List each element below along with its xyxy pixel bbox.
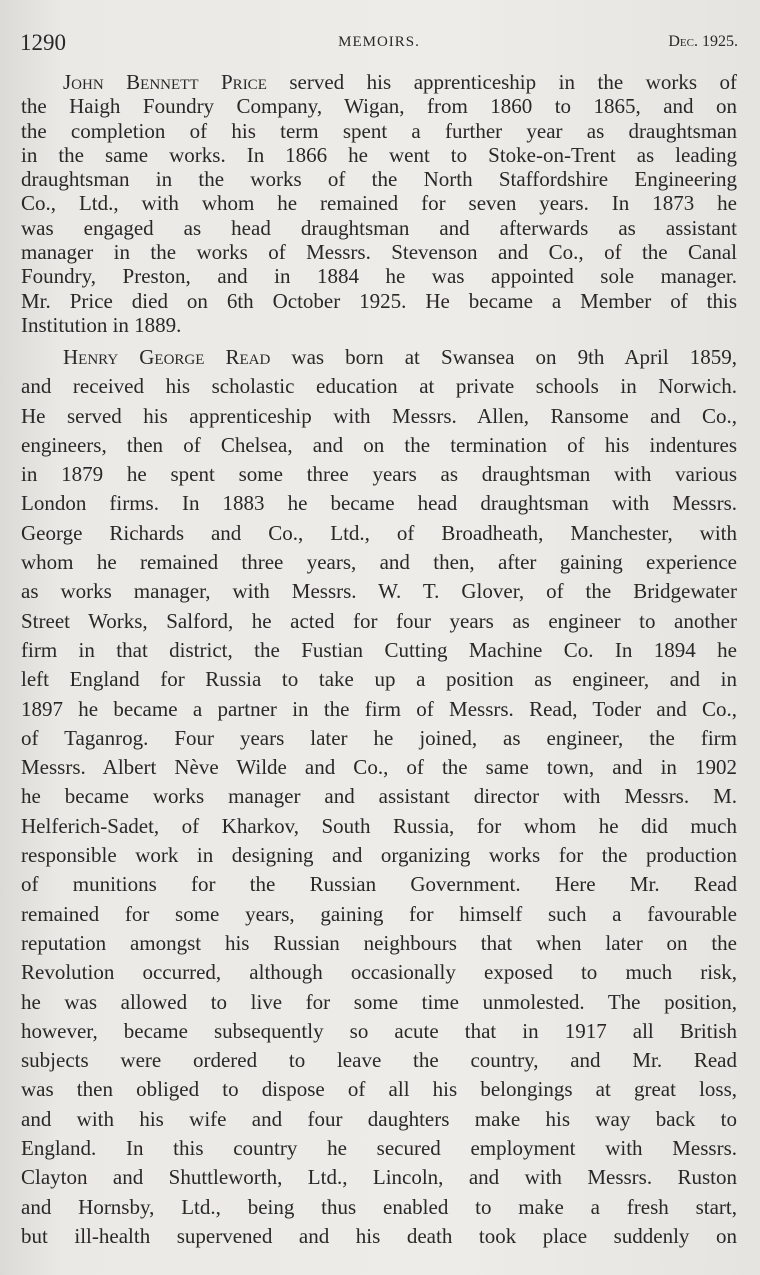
- text-line: London firms. In 1883 he became head draughtsman with Messrs.: [21, 491, 737, 516]
- text-line: Clayton and Shuttleworth, Ltd., Lincoln, and with Messrs. Ruston: [21, 1165, 737, 1190]
- text-line: in 1879 he spent some three years as draughtsman with various: [21, 462, 737, 487]
- memoir-subject-name: Henry George Read: [63, 345, 271, 369]
- text-line: [21, 70, 737, 94]
- text-line: of Taganrog. Four years later he joined, as engineer, the firm: [21, 725, 737, 750]
- text-line: George Richards and Co., Ltd., of Broadheath, Manchester, with: [21, 520, 737, 545]
- text-line: firm in that district, the Fustian Cutting Machine Co. In 1894 he: [21, 637, 737, 662]
- text-line: Mr. Price died on 6th October 1925. He became a Member of this: [21, 288, 737, 313]
- header-title: MEMOIRS.: [338, 34, 420, 50]
- text-line: but ill-health supervened and his death took place suddenly on: [21, 1223, 737, 1248]
- running-header: [20, 30, 738, 60]
- text-line: 1897 he became a partner in the firm of Messrs. Read, Toder and Co.,: [21, 696, 737, 721]
- text-line: subjects were ordered to leave the country, and Mr. Read: [21, 1048, 737, 1073]
- text-line: was then obliged to dispose of all his belongings at great loss,: [21, 1077, 737, 1102]
- text-line: responsible work in designing and organizing works for the production: [21, 843, 737, 868]
- page-number: 1290: [20, 30, 66, 55]
- text-line: and Hornsby, Ltd., being thus enabled to make a fresh start,: [21, 1194, 737, 1219]
- text-line: Helferich-Sadet, of Kharkov, South Russia, for whom he did much: [21, 813, 737, 838]
- text-line: was engaged as head draughtsman and afterwards as assistant: [21, 215, 737, 240]
- text-line: of munitions for the Russian Government. Here Mr. Read: [21, 872, 737, 897]
- text-line: the Haigh Foundry Company, Wigan, from 1860 to 1865, and on: [21, 94, 737, 119]
- text-line: as works manager, with Messrs. W. T. Glover, of the Bridgewater: [21, 579, 737, 604]
- text-line: in the same works. In 1866 he went to Stoke-on-Trent as leading: [21, 142, 737, 167]
- text-line-rest: served his apprenticeship in the works of: [266, 70, 737, 94]
- text-line: he was allowed to live for some time unmolested. The position,: [21, 989, 737, 1014]
- text-line: however, became subsequently so acute that in 1917 all British: [21, 1018, 737, 1043]
- text-line: and with his wife and four daughters make his way back to: [21, 1106, 737, 1131]
- text-line: he became works manager and assistant director with Messrs. M.: [21, 784, 737, 809]
- text-line: Co., Ltd., with whom he remained for seven years. In 1873 he: [21, 191, 737, 216]
- text-line: Revolution occurred, although occasionally exposed to much risk,: [21, 960, 737, 985]
- memoir-paragraph-read: [21, 343, 737, 1251]
- text-line: Institution in 1889.: [21, 312, 182, 337]
- text-line: left England for Russia to take up a position as engineer, and in: [21, 667, 737, 692]
- memoir-paragraph-price: [21, 70, 737, 337]
- text-line: and received his scholastic education at private schools in Norwich.: [21, 374, 737, 399]
- text-line: Street Works, Salford, he acted for four years as engineer to another: [21, 608, 737, 633]
- text-line: Messrs. Albert Nève Wilde and Co., of the same town, and in 1902: [21, 755, 737, 780]
- text-line: [21, 343, 737, 372]
- text-line: He served his apprenticeship with Messrs. Allen, Ransome and Co.,: [21, 403, 737, 428]
- text-line: whom he remained three years, and then, after gaining experience: [21, 550, 737, 575]
- text-line: England. In this country he secured employment with Messrs.: [21, 1136, 737, 1161]
- text-line: remained for some years, gaining for himself such a favourable: [21, 901, 737, 926]
- text-line: manager in the works of Messrs. Stevenson and Co., of the Canal: [21, 240, 737, 265]
- header-date: Dec. 1925.: [668, 33, 738, 50]
- text-line: engineers, then of Chelsea, and on the termination of his indentures: [21, 432, 737, 457]
- text-line: reputation amongst his Russian neighbours that when later on the: [21, 930, 737, 955]
- text-line-rest: was born at Swansea on 9th April 1859,: [270, 345, 737, 369]
- text-line: the completion of his term spent a further year as draughtsman: [21, 118, 737, 143]
- text-line: draughtsman in the works of the North Staffordshire Engineering: [21, 167, 737, 192]
- memoir-subject-name: John Bennett Price: [63, 70, 267, 94]
- text-line: Foundry, Preston, and in 1884 he was appointed sole manager.: [21, 264, 737, 289]
